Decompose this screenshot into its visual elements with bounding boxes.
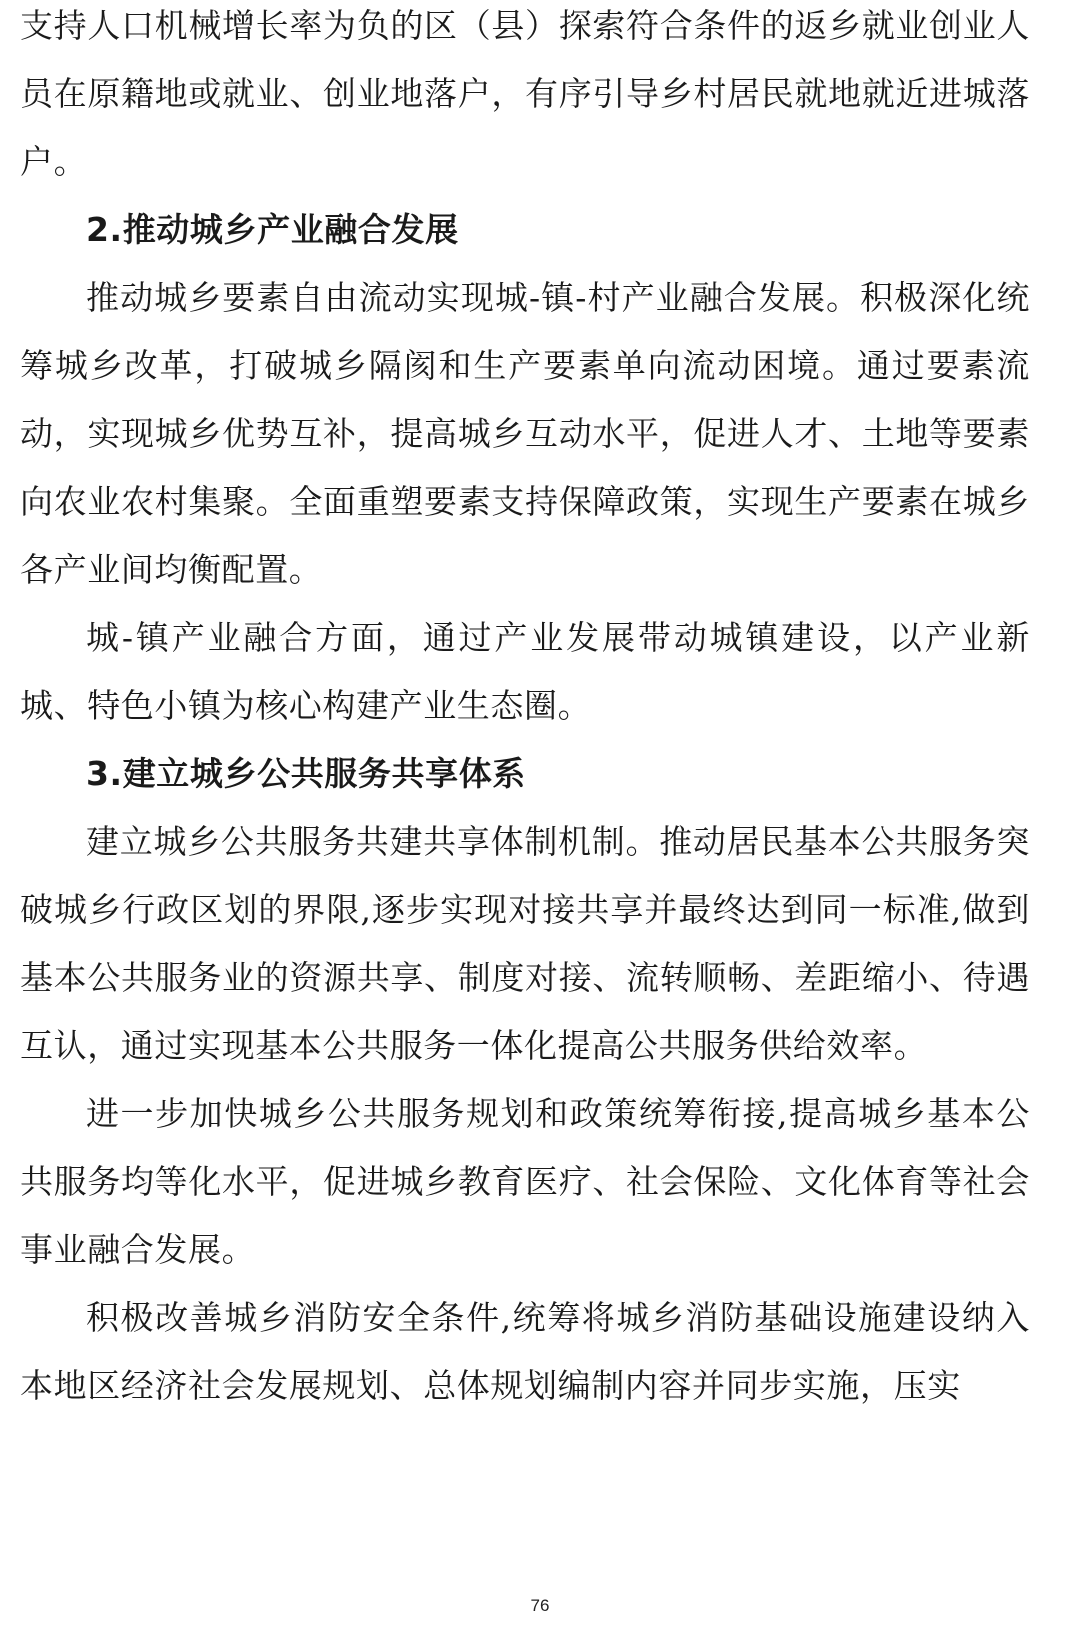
paragraph-public-service-planning: 进一步加快城乡公共服务规划和政策统筹衔接,提高城乡基本公共服务均等化水平，促进城乡教育医疗、社会保险、文化体育等社会事业融合发展。: [20, 1094, 1030, 1269]
paragraph-continuation: 支持人口机械增长率为负的区（县）探索符合条件的返乡就业创业人员在原籍地或就业、创业地落户，有序引导乡村居民就地就近进城落户。: [20, 6, 1030, 181]
paragraph-factor-flow: 推动城乡要素自由流动实现城-镇-村产业融合发展。积极深化统筹城乡改革，打破城乡隔阂和生产要素单向流动困境。通过要素流动，实现城乡优势互补，提高城乡互动水平，促进人才、土地等要素向农业农村集聚。全面重塑要素支持保障政策，实现生产要素在城乡各产业间均衡配置。: [20, 278, 1030, 589]
section-heading-3: 3.建立城乡公共服务共享体系: [86, 754, 526, 793]
section-heading-2: 2.推动城乡产业融合发展: [86, 210, 459, 249]
document-body: [20, 0, 1030, 1420]
page-number: 76: [530, 1596, 550, 1615]
paragraph-fire-safety: 积极改善城乡消防安全条件,统筹将城乡消防基础设施建设纳入本地区经济社会发展规划、总体规划编制内容并同步实施，压实: [20, 1298, 1030, 1405]
paragraph-town-industry: 城-镇产业融合方面，通过产业发展带动城镇建设，以产业新城、特色小镇为核心构建产业生态圈。: [20, 618, 1030, 725]
paragraph-public-service-mechanism: 建立城乡公共服务共建共享体制机制。推动居民基本公共服务突破城乡行政区划的界限,逐步实现对接共享并最终达到同一标准,做到基本公共服务业的资源共享、制度对接、流转顺畅、差距缩小、待遇互认，通过实现基本公共服务一体化提高公共服务供给效率。: [20, 822, 1030, 1065]
